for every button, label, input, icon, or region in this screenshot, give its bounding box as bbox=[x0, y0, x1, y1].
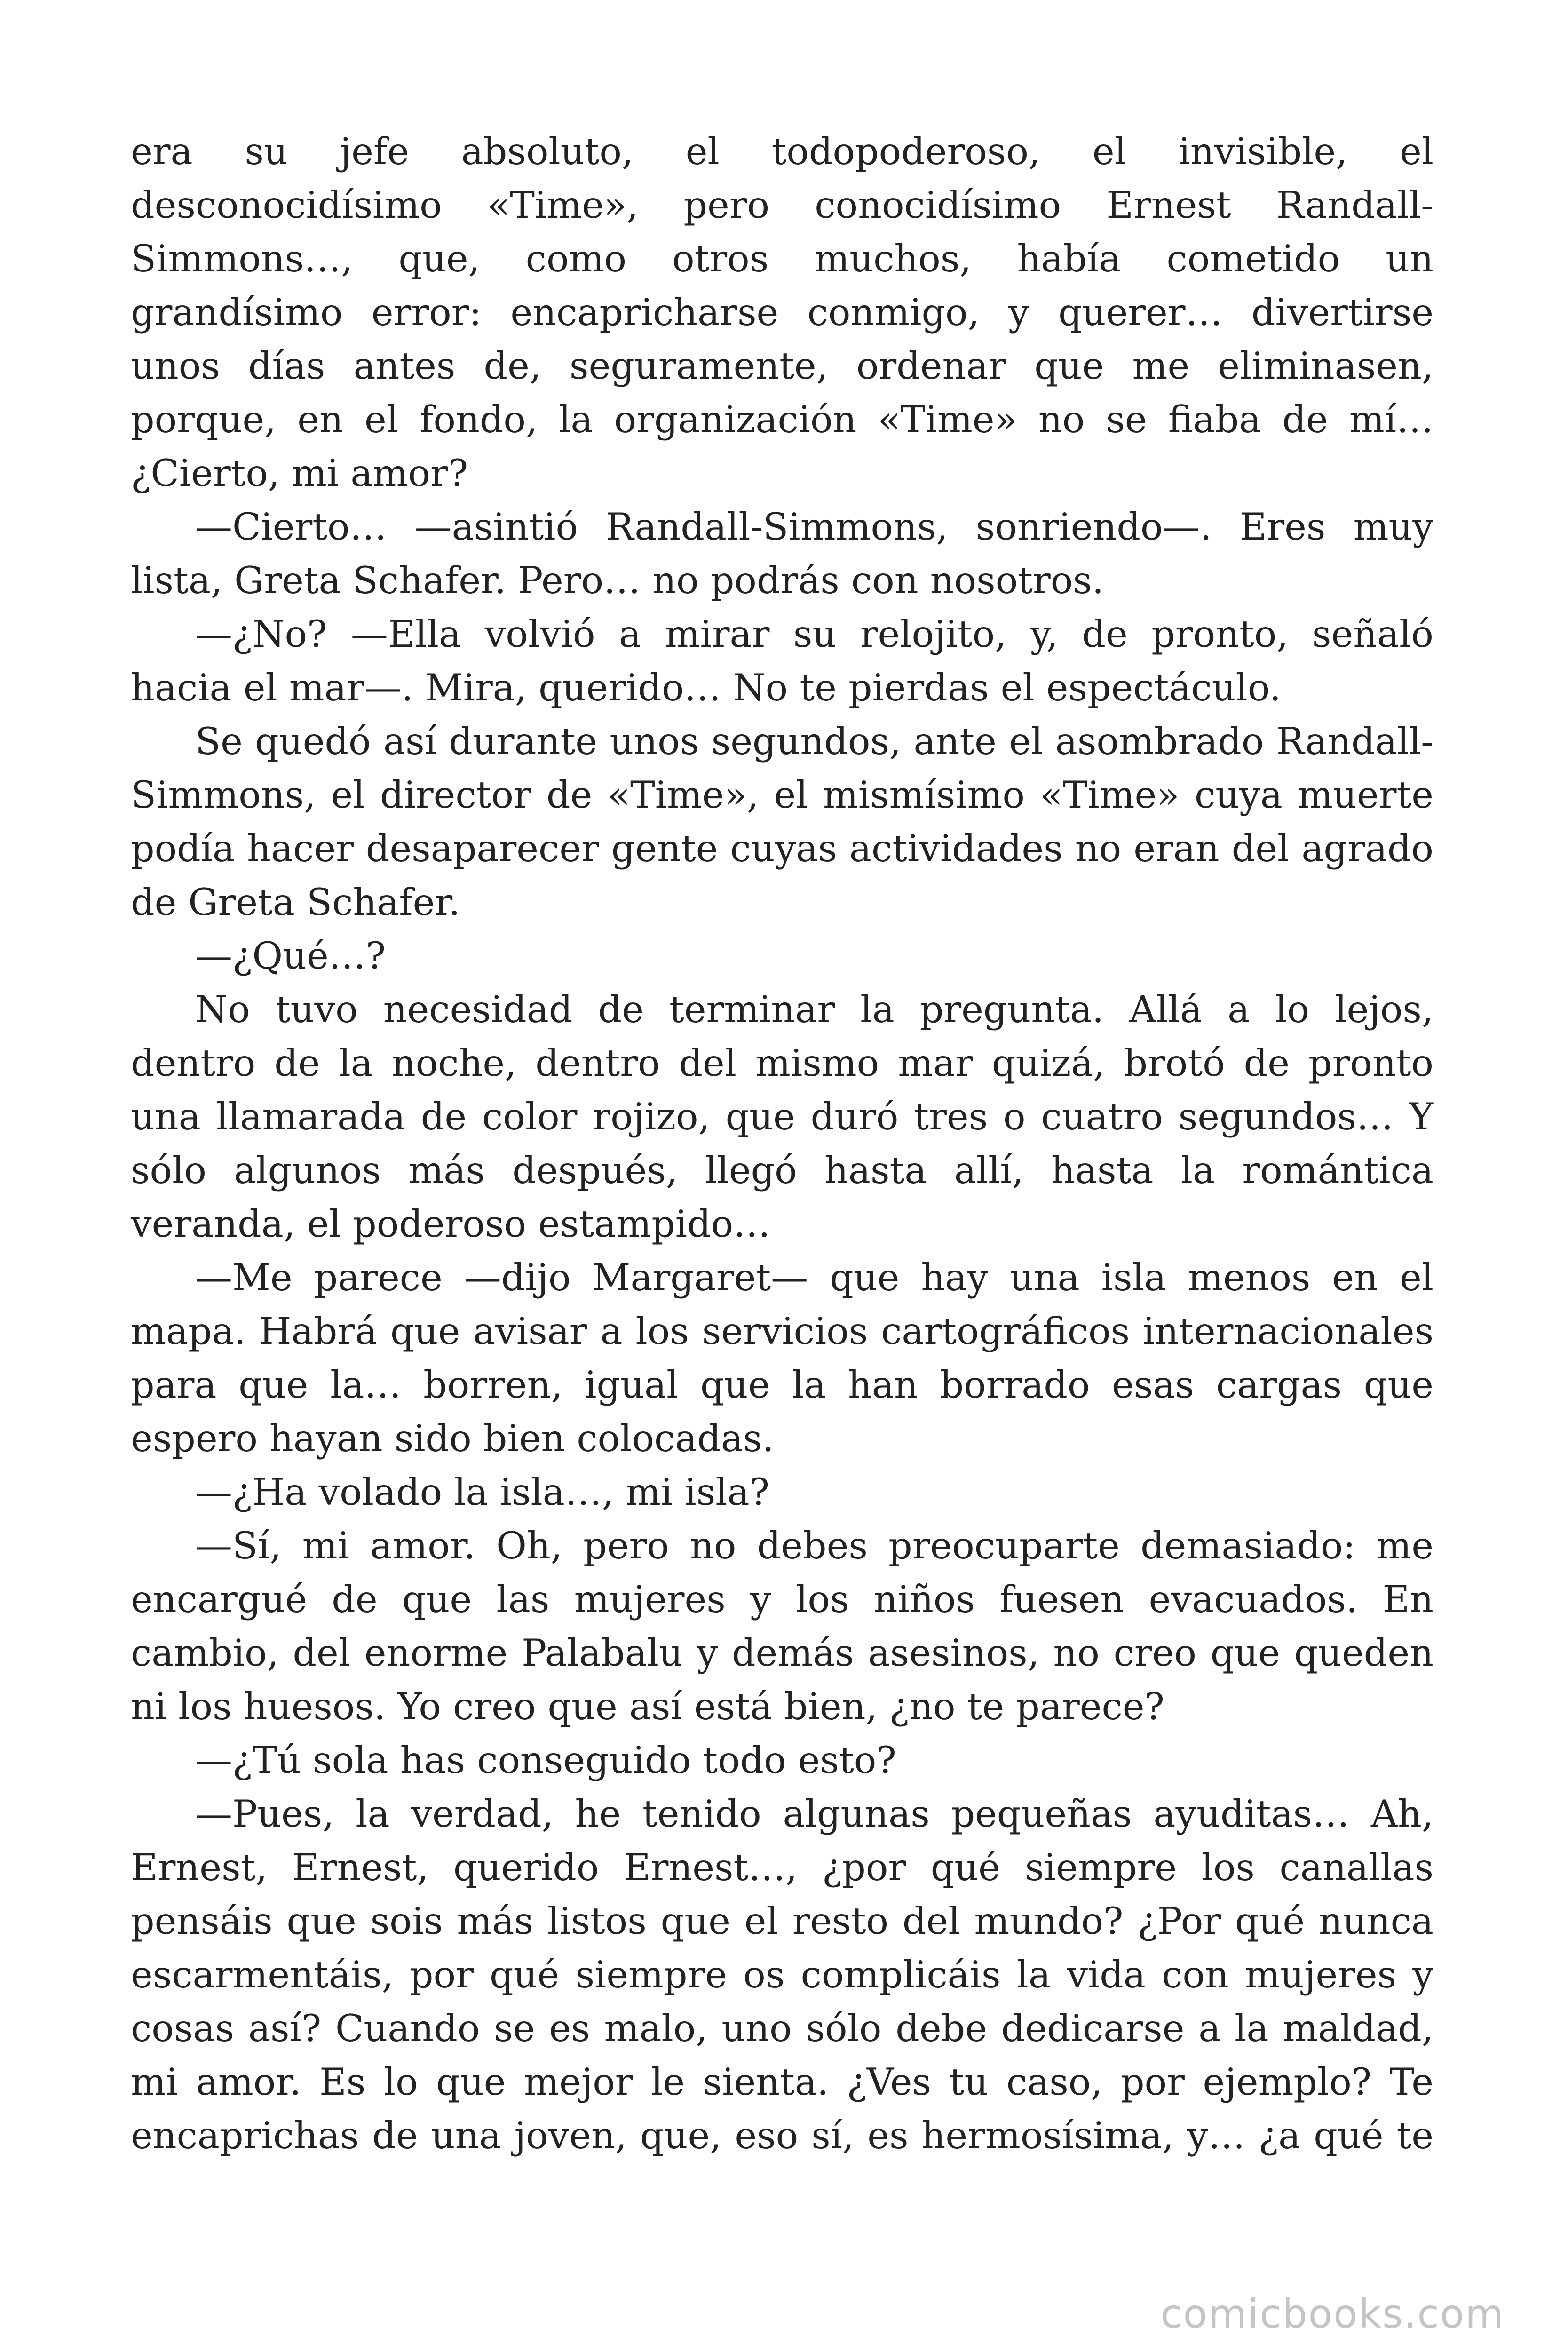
text-line: cosas así? Cuando se es malo, uno sólo debe dedicarse a la maldad, bbox=[131, 2007, 1433, 2050]
text-line: lista, Greta Schafer. Pero… no podrás con nosotros. bbox=[131, 559, 1104, 602]
text-line: —¿No? —Ella volvió a mirar su relojito, y, de pronto, señaló bbox=[195, 612, 1433, 656]
text-line: era su jefe absoluto, el todopoderoso, el invisible, el bbox=[131, 130, 1433, 173]
text-line: sólo algunos más después, llegó hasta allí, hasta la romántica bbox=[131, 1149, 1433, 1192]
text-line: veranda, el poderoso estampido… bbox=[131, 1202, 771, 1246]
text-line: hacia el mar—. Mira, querido… No te pierdas el espectáculo. bbox=[131, 666, 1282, 709]
text-line: No tuvo necesidad de terminar la pregunta. Allá a lo lejos, bbox=[195, 988, 1433, 1031]
text-line: —¿Ha volado la isla…, mi isla? bbox=[195, 1470, 769, 1514]
text-line: Simmons, el director de «Time», el mismísimo «Time» cuya muerte bbox=[131, 773, 1433, 817]
text-line: para que la… borren, igual que la han borrado esas cargas que bbox=[131, 1363, 1433, 1406]
text-line: unos días antes de, seguramente, ordenar que me eliminasen, bbox=[131, 344, 1433, 388]
watermark: comicbooks.com bbox=[1160, 2291, 1505, 2337]
text-line: Simmons…, que, como otros muchos, había cometido un bbox=[131, 237, 1433, 280]
text-line: porque, en el fondo, la organización «Time» no se fiaba de mí… bbox=[131, 398, 1433, 441]
text-line: grandísimo error: encapricharse conmigo, y querer… divertirse bbox=[131, 291, 1433, 334]
text-line: desconocidísimo «Time», pero conocidísimo Ernest Randall- bbox=[131, 183, 1433, 227]
text-line: pensáis que sois más listos que el resto del mundo? ¿Por qué nunca bbox=[131, 1899, 1433, 1943]
text-line: —¿Qué…? bbox=[195, 934, 386, 977]
text-line: podía hacer desaparecer gente cuyas actividades no eran del agrado bbox=[131, 827, 1433, 870]
text-line: —Me parece —dijo Margaret— que hay una isla menos en el bbox=[195, 1256, 1433, 1299]
text-line: encargué de que las mujeres y los niños fuesen evacuados. En bbox=[131, 1578, 1433, 1621]
text-line: —Sí, mi amor. Oh, pero no debes preocuparte demasiado: me bbox=[195, 1524, 1433, 1567]
text-line: encaprichas de una joven, que, eso sí, es hermosísima, y… ¿a qué te bbox=[131, 2114, 1433, 2157]
text-line: escarmentáis, por qué siempre os complicáis la vida con mujeres y bbox=[131, 1953, 1433, 1996]
text-line: ¿Cierto, mi amor? bbox=[131, 452, 468, 495]
text-line: dentro de la noche, dentro del mismo mar quizá, brotó de pronto bbox=[131, 1041, 1433, 1085]
text-line: espero hayan sido bien colocadas. bbox=[131, 1417, 774, 1460]
text-line: mi amor. Es lo que mejor le sienta. ¿Ves tu caso, por ejemplo? Te bbox=[131, 2060, 1433, 2104]
text-line: mapa. Habrá que avisar a los servicios cartográficos internacionales bbox=[131, 1310, 1433, 1353]
text-line: —Pues, la verdad, he tenido algunas pequeñas ayuditas… Ah, bbox=[195, 1792, 1433, 1836]
text-line: —¿Tú sola has conseguido todo esto? bbox=[195, 1739, 896, 1782]
text-line: —Cierto… —asintió Randall-Simmons, sonriendo—. Eres muy bbox=[195, 505, 1433, 548]
text-line: Ernest, Ernest, querido Ernest…, ¿por qué siempre los canallas bbox=[131, 1846, 1433, 1889]
text-line: de Greta Schafer. bbox=[131, 881, 460, 924]
text-line: ni los huesos. Yo creo que así está bien, ¿no te parece? bbox=[131, 1685, 1164, 1728]
text-line: una llamarada de color rojizo, que duró tres o cuatro segundos… Y bbox=[131, 1095, 1433, 1138]
text-line: Se quedó así durante unos segundos, ante el asombrado Randall- bbox=[195, 720, 1433, 763]
body-text bbox=[131, 125, 1433, 2162]
text-line: cambio, del enorme Palabalu y demás asesinos, no creo que queden bbox=[131, 1631, 1433, 1675]
